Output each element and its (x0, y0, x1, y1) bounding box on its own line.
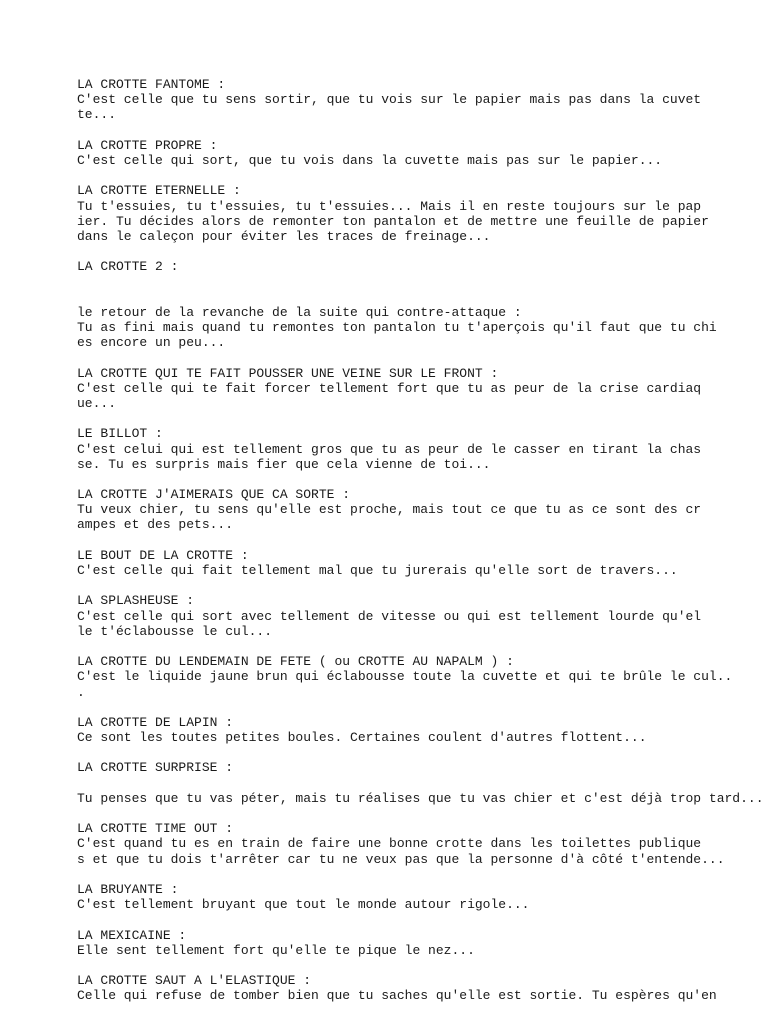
blank-line (77, 244, 767, 259)
text-line: LA CROTTE DE LAPIN : (77, 714, 234, 730)
blank-line (77, 776, 767, 791)
text-line: LA CROTTE ETERNELLE : (77, 183, 241, 199)
text-line: LE BILLOT : (77, 426, 163, 442)
text-line: C'est tellement bruyant que tout le monde autour rigole... (77, 897, 530, 913)
text-line: LA CROTTE PROPRE : (77, 137, 218, 153)
blank-line (77, 350, 767, 365)
text-line: LA BRUYANTE : (77, 881, 179, 897)
blank-line (77, 290, 767, 305)
text-line: LA CROTTE SURPRISE : (77, 760, 234, 776)
blank-line (77, 867, 767, 882)
text-line: s et que tu dois t'arrêter car tu ne veux pas que la personne d'à côté t'entende... (77, 851, 725, 867)
text-line: LA CROTTE FANTOME : (77, 77, 226, 92)
text-line: C'est celle qui sort, que tu vois dans la cuvette mais pas sur le papier... (77, 152, 663, 168)
text-line: C'est celle qui te fait forcer tellement fort que tu as peur de la crise cardiaq (77, 380, 702, 396)
blank-line (77, 958, 767, 973)
text-line: se. Tu es surpris mais fier que cela vienne de toi... (77, 456, 491, 472)
text-line: ier. Tu décides alors de remonter ton pantalon et de mettre une feuille de papier (77, 213, 709, 229)
text-line: C'est celle que tu sens sortir, que tu vois sur le papier mais pas dans la cuvet (77, 92, 702, 108)
text-line: Elle sent tellement fort qu'elle te pique le nez... (77, 942, 475, 958)
blank-line (77, 411, 767, 426)
blank-line (77, 639, 767, 654)
text-line: dans le caleçon pour éviter les traces de freinage... (77, 228, 491, 244)
text-line: LA MEXICAINE : (77, 927, 187, 943)
text-line: Tu penses que tu vas péter, mais tu réalises que tu vas chier et c'est déjà trop tard... (77, 790, 764, 806)
text-line: Tu as fini mais quand tu remontes ton pantalon tu t'aperçois qu'il faut que tu chi (77, 320, 717, 335)
text-line: C'est celle qui sort avec tellement de vitesse ou qui est tellement lourde qu'el (77, 608, 702, 624)
text-line: C'est celui qui est tellement gros que tu as peur de le casser en tirant la chas (77, 441, 702, 457)
text-line: C'est le liquide jaune brun qui éclabousse toute la cuvette et qui te brûle le cul.. (77, 669, 733, 685)
text-line: LA CROTTE DU LENDEMAIN DE FETE ( ou CROTTE AU NAPALM ) : (77, 654, 514, 670)
text-line: ue... (77, 395, 117, 411)
text-line: LA SPLASHEUSE : (77, 593, 195, 609)
blank-line (77, 123, 767, 138)
text-line: LA CROTTE 2 : (77, 259, 179, 275)
text-line: le t'éclabousse le cul... (77, 623, 273, 639)
blank-line (77, 472, 767, 487)
blank-line (77, 912, 767, 927)
text-line: LA CROTTE TIME OUT : (77, 821, 234, 837)
text-line: le retour de la revanche de la suite qui contre-attaque : (77, 304, 522, 320)
text-line: te... (77, 107, 117, 123)
text-line: es encore un peu... (77, 335, 226, 351)
text-line: Celle qui refuse de tomber bien que tu saches qu'elle est sortie. Tu espères qu'en (77, 988, 717, 1004)
blank-line (77, 806, 767, 821)
blank-line (77, 700, 767, 715)
text-line: Ce sont les toutes petites boules. Certaines coulent d'autres flottent... (77, 730, 647, 746)
text-line: LA CROTTE QUI TE FAIT POUSSER UNE VEINE SUR LE FRONT : (77, 365, 499, 381)
blank-line (77, 745, 767, 760)
text-line: LE BOUT DE LA CROTTE : (77, 547, 249, 563)
blank-line (77, 168, 767, 183)
text-line: ampes et des pets... (77, 517, 234, 533)
text-line: Tu veux chier, tu sens qu'elle est proche, mais tout ce que tu as ce sont des cr (77, 502, 702, 518)
text-line: . (77, 684, 85, 700)
text-line: LA CROTTE SAUT A L'ELASTIQUE : (77, 973, 312, 989)
blank-line (77, 274, 767, 289)
blank-line (77, 578, 767, 593)
text-line: C'est celle qui fait tellement mal que tu jurerais qu'elle sort de travers... (77, 563, 678, 578)
text-line: LA CROTTE J'AIMERAIS QUE CA SORTE : (77, 487, 351, 503)
text-line: C'est quand tu es en train de faire une bonne crotte dans les toilettes publique (77, 836, 702, 852)
text-line: Tu t'essuies, tu t'essuies, tu t'essuies... Mais il en reste toujours sur le pap (77, 198, 702, 214)
blank-line (77, 533, 767, 548)
